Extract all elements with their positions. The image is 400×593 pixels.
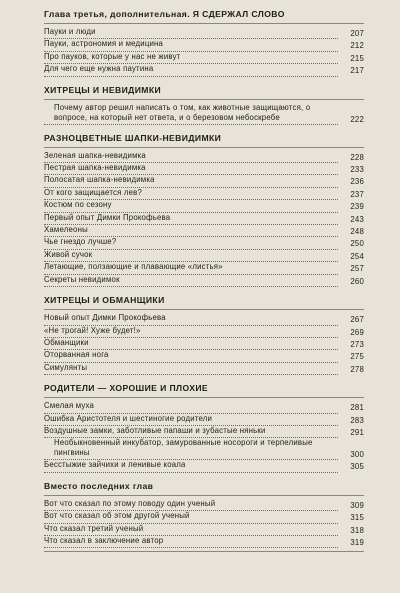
entry-title: Что сказал третий ученый (44, 524, 338, 536)
entry-title: Первый опыт Димки Прокофьева (44, 213, 338, 225)
section-divider (44, 551, 364, 552)
entry-page: 215 (350, 53, 364, 63)
entry-title: Пауки и люди (44, 27, 338, 39)
toc-section-roditeli (44, 382, 364, 473)
section-title: Глава третья, дополнительная. Я СДЕРЖАЛ СЛОВО (44, 8, 364, 24)
toc-entry (44, 313, 364, 325)
entry-title: Чье гнездо лучше? (44, 237, 338, 249)
toc-entry (44, 524, 364, 536)
entry-title: Вот что сказал по этому поводу один ученый (44, 499, 338, 511)
toc-entry (44, 262, 364, 274)
toc-entry (44, 338, 364, 350)
entry-page: 318 (350, 525, 364, 535)
entry-page: 278 (350, 364, 364, 374)
toc-entry (44, 536, 364, 548)
entry-title: Почему автор решил написать о том, как животные защищаются, о вопросе, на который нет ответа, и о березовом небоскребе (44, 103, 338, 125)
entry-page: 250 (350, 239, 364, 249)
toc-entry (44, 363, 364, 375)
entry-title: Ошибка Аристотеля и шестиногие родители (44, 414, 338, 426)
entry-page: 237 (350, 189, 364, 199)
toc-entry (44, 151, 364, 163)
entry-page: 267 (350, 315, 364, 325)
toc-entry (44, 200, 364, 212)
entry-title: Полосатая шапка-невидимка (44, 175, 338, 187)
entry-title: Костюм по сезону (44, 200, 338, 212)
entry-page: 275 (350, 352, 364, 362)
entry-title: Оторванная нога (44, 350, 338, 362)
toc-entry (44, 350, 364, 362)
entry-page: 207 (350, 29, 364, 38)
entry-page: 319 (350, 537, 364, 547)
entry-page: 300 (350, 450, 364, 460)
section-title: РОДИТЕЛИ — ХОРОШИЕ И ПЛОХИЕ (44, 382, 364, 398)
section-title: Вместо последних глав (44, 480, 364, 496)
entry-title: Пестрая шапка-невидимка (44, 163, 338, 175)
toc-entry (44, 64, 364, 76)
toc-entry (44, 460, 364, 472)
entry-page: 239 (350, 202, 364, 212)
toc-entry (44, 499, 364, 511)
entry-page: 315 (350, 513, 364, 523)
entry-page: 212 (350, 41, 364, 51)
entry-title: От кого защищается лев? (44, 188, 338, 200)
entry-page: 269 (350, 327, 364, 337)
entry-title: Симулянты (44, 363, 338, 375)
toc-section-hitretsy-nevidimki (44, 84, 364, 125)
toc-entry (44, 511, 364, 523)
toc-entry (44, 175, 364, 187)
entry-page: 228 (350, 152, 364, 162)
entry-title: Зеленая шапка-невидимка (44, 151, 338, 163)
entry-page: 217 (350, 66, 364, 76)
toc-entry (44, 250, 364, 262)
entry-page: 233 (350, 165, 364, 175)
toc-section-hitretsy-obmanshchiki (44, 294, 364, 375)
entry-page: 283 (350, 415, 364, 425)
toc-entry (44, 237, 364, 249)
entry-title: «Не трогай! Хуже будет!» (44, 326, 338, 338)
entry-page: 281 (350, 403, 364, 413)
entry-page: 248 (350, 227, 364, 237)
entry-title: Что сказал в заключение автор (44, 536, 338, 548)
entry-page: 273 (350, 339, 364, 349)
toc-entry (44, 27, 364, 39)
entry-title: Летающие, ползающие и плавающие «листья» (44, 262, 338, 274)
entry-title: Необыкновенный инкубатор, замурованные носороги и терпеливые пингвины (44, 438, 338, 460)
entry-page: 257 (350, 264, 364, 274)
toc-entry (44, 39, 364, 51)
section-title: ХИТРЕЦЫ И НЕВИДИМКИ (44, 84, 364, 100)
entry-page: 260 (350, 276, 364, 286)
toc-entry (44, 52, 364, 64)
entry-page: 291 (350, 427, 364, 437)
toc-entry (44, 438, 364, 460)
entry-title: Смелая муха (44, 401, 338, 413)
entry-title: Новый опыт Димки Прокофьева (44, 313, 338, 325)
entry-page: 236 (350, 177, 364, 187)
toc-section-chapter-three (44, 8, 364, 77)
entry-page: 254 (350, 251, 364, 261)
section-title: РАЗНОЦВЕТНЫЕ ШАПКИ-НЕВИДИМКИ (44, 132, 364, 148)
entry-title: Про пауков, которые у нас не живут (44, 52, 338, 64)
entry-title: Бесстыжие зайчихи и ленивые коала (44, 460, 338, 472)
entry-title: Пауки, астрономия и медицина (44, 39, 338, 51)
toc-entry (44, 414, 364, 426)
entry-page: 243 (350, 214, 364, 224)
toc-entry (44, 275, 364, 287)
toc-entry (44, 188, 364, 200)
entry-page: 222 (350, 114, 364, 124)
entry-title: Для чего еще нужна паутина (44, 64, 338, 76)
entry-title: Обманщики (44, 338, 338, 350)
entry-page: 305 (350, 462, 364, 472)
toc-section-shapki-nevidimki (44, 132, 364, 287)
entry-title: Воздушные замки, заботливые папаши и зубастые няньки (44, 426, 338, 438)
toc-entry (44, 426, 364, 438)
entry-page: 309 (350, 500, 364, 510)
toc-entry (44, 163, 364, 175)
toc-entry (44, 103, 364, 125)
entry-title: Секреты невидимок (44, 275, 338, 287)
entry-title: Хамелеоны (44, 225, 338, 237)
entry-title: Вот что сказал об этом другой ученый (44, 511, 338, 523)
toc-section-vmesto-poslednih-glav (44, 480, 364, 553)
section-title: ХИТРЕЦЫ И ОБМАНЩИКИ (44, 294, 364, 310)
toc-entry (44, 326, 364, 338)
entry-title: Живой сучок (44, 250, 338, 262)
toc-entry (44, 213, 364, 225)
toc-entry (44, 401, 364, 413)
toc-entry (44, 225, 364, 237)
